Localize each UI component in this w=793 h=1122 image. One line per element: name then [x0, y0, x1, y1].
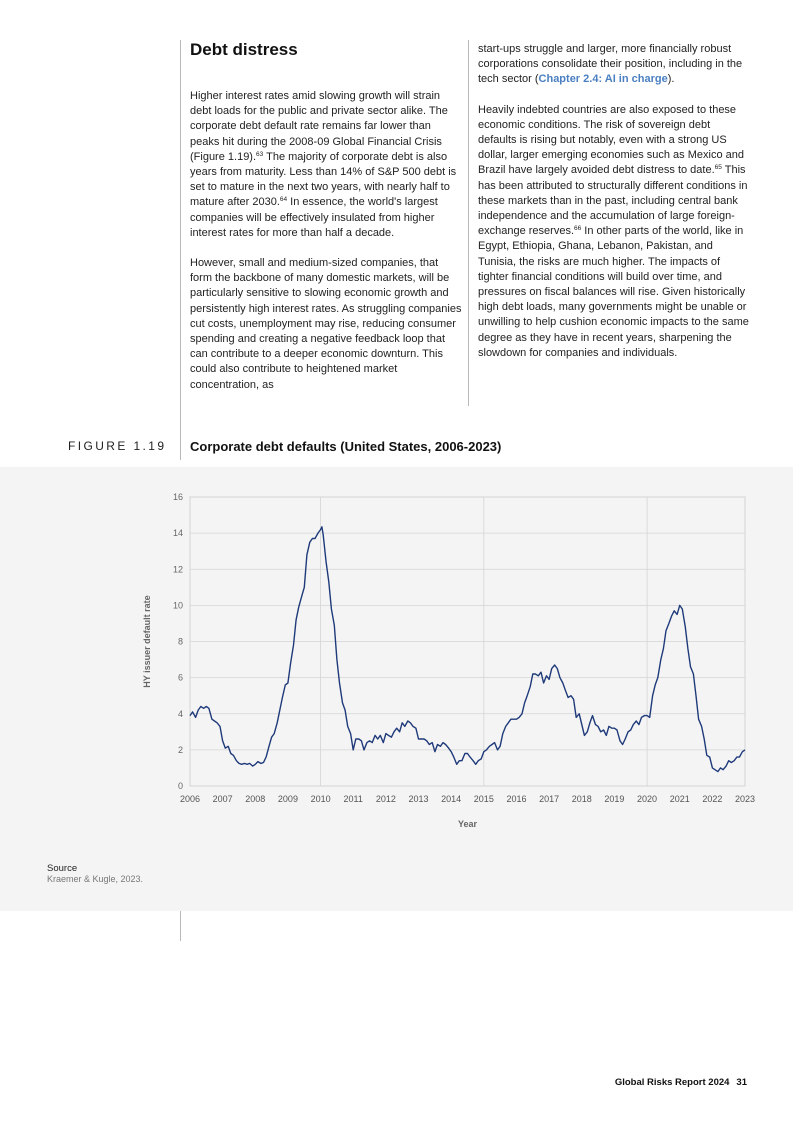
footnote-ref[interactable]: 63: [256, 150, 264, 158]
y-tick-label: 12: [172, 564, 183, 575]
x-tick-label: 2020: [637, 794, 658, 804]
paragraph: Higher interest rates amid slowing growth will strain debt loads for the public and private sector alike. The corporate debt default rate remains far lower than peaks hit during the 2008-09 Global Financial Crisis (Figure 1.19).$^{63}$ The majority of corporate debt is also years from maturity. Less than 14% of S&P 500 debt is set to mature in the next two years, with nearly half to mature after 2030.64 In essence, the world's largest companies will be effectively insulated from higher interest rates for more than half a decade.: [190, 90, 457, 239]
x-axis-label: Year: [457, 819, 478, 829]
source-label: Source: [47, 863, 78, 874]
text-column-left: [190, 40, 462, 408]
report-title: Global Risks Report 2024: [614, 1077, 730, 1088]
y-tick-label: 14: [172, 528, 183, 539]
x-tick-label: 2017: [539, 794, 560, 804]
x-tick-label: 2009: [277, 794, 298, 804]
text-column-right: [478, 42, 750, 376]
x-tick-label: 2021: [669, 794, 690, 804]
y-tick-label: 16: [172, 492, 183, 502]
footnote-ref[interactable]: 65: [714, 164, 722, 172]
x-tick-label: 2006: [179, 794, 201, 804]
chart-panel: [0, 467, 793, 911]
x-tick-label: 2018: [571, 794, 592, 804]
footnote-ref[interactable]: 64: [279, 196, 288, 204]
x-tick-label: 2016: [506, 794, 527, 804]
y-tick-label: 8: [177, 636, 183, 647]
page-footer: [608, 1077, 747, 1088]
x-tick-label: 2019: [604, 794, 625, 804]
footnote-ref[interactable]: 66: [574, 225, 582, 233]
x-tick-label: 2014: [441, 794, 462, 804]
x-tick-label: 2022: [702, 794, 723, 804]
y-tick-label: 4: [177, 708, 183, 719]
x-tick-label: 2023: [734, 794, 756, 804]
figure-title: Corporate debt defaults (United States, 2006-2023): [190, 439, 502, 454]
y-tick-label: 10: [172, 600, 183, 611]
page-number: 31: [736, 1077, 747, 1088]
line-chart: [0, 467, 793, 911]
figure-label: FIGURE 1.19: [68, 439, 167, 453]
x-tick-label: 2007: [212, 794, 233, 804]
x-tick-label: 2011: [343, 794, 363, 804]
y-axis-label: HY issuer default rate: [142, 595, 152, 688]
y-tick-label: 2: [177, 744, 183, 755]
y-tick-label: 0: [177, 781, 183, 791]
x-tick-label: 2013: [408, 794, 429, 804]
x-tick-label: 2012: [375, 794, 396, 804]
source-text: Kraemer & Kugle, 2023.: [47, 874, 144, 884]
x-tick-label: 2008: [245, 794, 266, 804]
paragraph: However, small and medium-sized companies, that form the backbone of many domestic markets, will be particularly sensitive to slowing economic growth and persistently high interest rates. As struggling companies cut costs, unemployment may rise, reducing consumer spending and creating a negative feedback loop that can contribute to a deeper economic downturn. This could also contribute to heightened market concentration, as: [190, 257, 462, 391]
column-rule-middle: [468, 40, 469, 406]
paragraph: Heavily indebted countries are also exposed to these economic conditions. The risk of sovereign debt defaults is rising but notably, even with a strong US dollar, larger emerging economies such as Mexico and Brazil have largely avoided debt distress to date.$^{65}$ This has been attributed to structurally different conditions in these markets than in the past, including central bank independence and the accumulation of large foreign-exchange reserves.$^{66}$ In other parts of the world, like in Egypt, Ethiopia, Ghana, Lebanon, Pakistan, and Tunisia, the risks are much higher. The impacts of tighter financial conditions will build over time, and pressures on fiscal balances will rise. Given historically high debt loads, many governments might be unable or unwilling to help cushion economic impacts to the same degree as they have in recent years, sharpening the slowdown for companies and individuals.: [478, 103, 749, 359]
paragraph: start-ups struggle and larger, more financially robust corporations consolidate their position, including in the tech sector (Chapter 2.4: AI in charge).: [478, 43, 743, 86]
column-rule-bottom: [180, 911, 181, 941]
chapter-link[interactable]: Chapter 2.4: AI in charge: [538, 73, 668, 86]
x-tick-label: 2010: [310, 794, 331, 804]
x-tick-label: 2015: [473, 794, 494, 804]
column-rule-left: [180, 40, 181, 460]
section-heading: Debt distress: [190, 40, 298, 59]
y-tick-label: 6: [177, 672, 183, 683]
